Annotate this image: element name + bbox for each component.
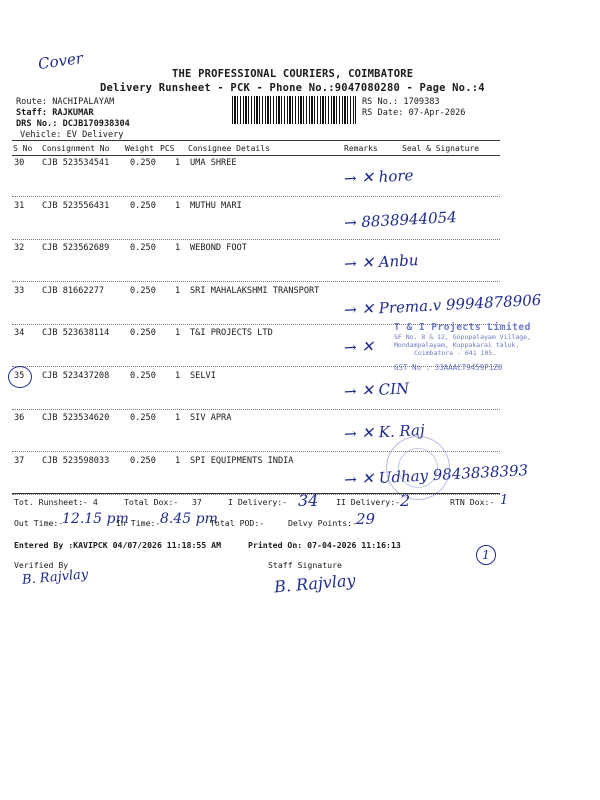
row-pcs: 1 [175, 328, 181, 338]
i-delivery-label: I Delivery:- [228, 497, 288, 507]
row-handwritten-remark: → ✕ hore [343, 166, 414, 188]
entered-by: Entered By :KAVIPCK 04/07/2026 11:18:55 AM [14, 540, 222, 550]
out-time-label: Out Time:- [14, 518, 64, 528]
col-pcs: PCS [160, 144, 175, 153]
row-sno: 33 [14, 286, 25, 296]
company-title: THE PROFESSIONAL COURIERS, COIMBATORE [172, 68, 414, 80]
stamp-line-4: Coimbatore - 641 105. [414, 349, 497, 357]
row-handwritten-remark: → ✕ CIN [343, 379, 410, 401]
row-handwritten-remark: → ✕ [343, 337, 375, 357]
row-consignee: SRI MAHALAKSHMI TRANSPORT [190, 286, 320, 296]
row-consignment-no: CJB 523562689 [42, 243, 110, 253]
table-row [0, 411, 600, 453]
runsheet-subtitle: Delivery Runsheet - PCK - Phone No.:9047080280 - Page No.:4 [100, 82, 485, 94]
row-pcs: 1 [175, 413, 181, 423]
row-weight: 0.250 [130, 201, 156, 211]
rtn-dox-label: RTN Dox:- [450, 497, 495, 507]
row-sno: 35 [14, 371, 25, 381]
in-time-hw: 8.45 pm [160, 511, 218, 527]
table-row [0, 284, 600, 326]
row-divider [12, 409, 500, 410]
col-weight: Weight [125, 144, 154, 153]
row-divider [12, 196, 500, 197]
table-row [0, 241, 600, 283]
row-weight: 0.250 [130, 328, 156, 338]
verified-signature: B. Rajvlay [21, 567, 89, 588]
delvy-points-hw: 29 [356, 510, 376, 528]
row-consignment-no: CJB 523598033 [42, 456, 110, 466]
rtn-dox-hw: 1 [500, 493, 509, 508]
table-header [0, 140, 600, 156]
corner-note: Cover [36, 48, 85, 74]
vehicle: Vehicle: EV Delivery [20, 130, 124, 140]
row-weight: 0.250 [130, 158, 156, 168]
row-consignee: T&I PROJECTS LTD [190, 328, 273, 338]
total-pod-label: Total POD:- [210, 518, 265, 528]
row-consignee: MUTHU MARI [190, 201, 242, 211]
ii-delivery-hw: 2 [400, 491, 411, 510]
drs-number: DRS No.: DCJB170938304 [16, 119, 130, 129]
row-consignment-no: CJB 523437208 [42, 371, 110, 381]
col-consignment: Consignment No [42, 144, 110, 153]
col-sno: S No [13, 144, 33, 153]
totals-line [12, 493, 500, 494]
row-consignment-no: CJB 523534541 [42, 158, 110, 168]
row-weight: 0.250 [130, 243, 156, 253]
in-time-label: In Time:- [116, 518, 161, 528]
table-row [0, 156, 600, 198]
col-seal: Seal & Signature [402, 144, 480, 153]
row-pcs: 1 [175, 456, 181, 466]
table-row [0, 369, 600, 411]
total-dox-value: 37 [192, 497, 202, 507]
row-pcs: 1 [175, 158, 181, 168]
staff: Staff: RAJKUMAR [16, 108, 94, 118]
row-weight: 0.250 [130, 371, 156, 381]
sno-circle-mark [8, 366, 32, 388]
row-consignee: SELVI [190, 371, 216, 381]
row-consignment-no: CJB 523556431 [42, 201, 110, 211]
row-pcs: 1 [175, 371, 181, 381]
row-consignee: UMA SHREE [190, 158, 237, 168]
table-row [0, 199, 600, 241]
row-consignee: SIV APRA [190, 413, 232, 423]
row-consignment-no: CJB 523638114 [42, 328, 110, 338]
i-delivery-hw: 34 [298, 491, 319, 510]
stamp-line-1: T & I Projects Limited [394, 322, 531, 333]
row-weight: 0.250 [130, 456, 156, 466]
stamp-line-2: SF No. 8 & 12, Gopupalayam Village, [394, 333, 531, 341]
row-handwritten-remark: → ✕ K. Raj [343, 420, 426, 444]
stamp-line-5: GST No : 33AAACT9459P1Z0 [394, 363, 503, 372]
row-sno: 37 [14, 456, 25, 466]
row-handwritten-remark: → ✕ Udhay 9843838393 [343, 461, 529, 489]
row-pcs: 1 [175, 201, 181, 211]
page-mark: 1 [476, 545, 496, 565]
row-sno: 32 [14, 243, 25, 253]
row-consignment-no: CJB 523534620 [42, 413, 110, 423]
row-sno: 34 [14, 328, 25, 338]
row-consignee: WEBOND FOOT [190, 243, 247, 253]
row-weight: 0.250 [130, 413, 156, 423]
rs-date: RS Date: 07-Apr-2026 [362, 108, 466, 118]
row-handwritten-remark: → 8838944054 [343, 208, 458, 232]
row-handwritten-remark: → ✕ Anbu [343, 251, 419, 273]
col-consignee: Consignee Details [188, 144, 270, 153]
staff-signature-label: Staff Signature [268, 560, 342, 570]
row-pcs: 1 [175, 243, 181, 253]
row-consignment-no: CJB 81662277 [42, 286, 105, 296]
barcode [232, 96, 356, 124]
printed-on: Printed On: 07-04-2026 11:16:13 [248, 540, 401, 550]
row-pcs: 1 [175, 286, 181, 296]
row-handwritten-remark: → ✕ Prema.v 9994878906 [343, 290, 542, 320]
row-divider [12, 239, 500, 240]
table-row [0, 454, 600, 496]
round-seal-inner [398, 448, 438, 488]
row-consignee: SPI EQUIPMENTS INDIA [190, 456, 294, 466]
total-dox-label: Total Dox:- [124, 497, 179, 507]
company-stamp [394, 322, 594, 372]
row-weight: 0.250 [130, 286, 156, 296]
staff-signature: B. Rajvlay [273, 570, 357, 597]
rs-number: RS No.: 1709383 [362, 97, 440, 107]
row-divider [12, 281, 500, 282]
stamp-line-3: Mondampalayam, Kuppakarai taluk, [394, 341, 520, 349]
verified-by-label: Verified By [14, 560, 69, 570]
route: Route: NACHIPALAYAM [16, 97, 115, 107]
row-sno: 31 [14, 201, 25, 211]
delvy-points-label: Delvy Points:- [288, 518, 358, 528]
col-remarks: Remarks [344, 144, 378, 153]
out-time-hw: 12.15 pm [62, 511, 129, 527]
total-runsheet: Tot. Runsheet:- 4 [14, 497, 98, 507]
row-sno: 36 [14, 413, 25, 423]
row-sno: 30 [14, 158, 25, 168]
ii-delivery-label: II Delivery:- [336, 497, 401, 507]
